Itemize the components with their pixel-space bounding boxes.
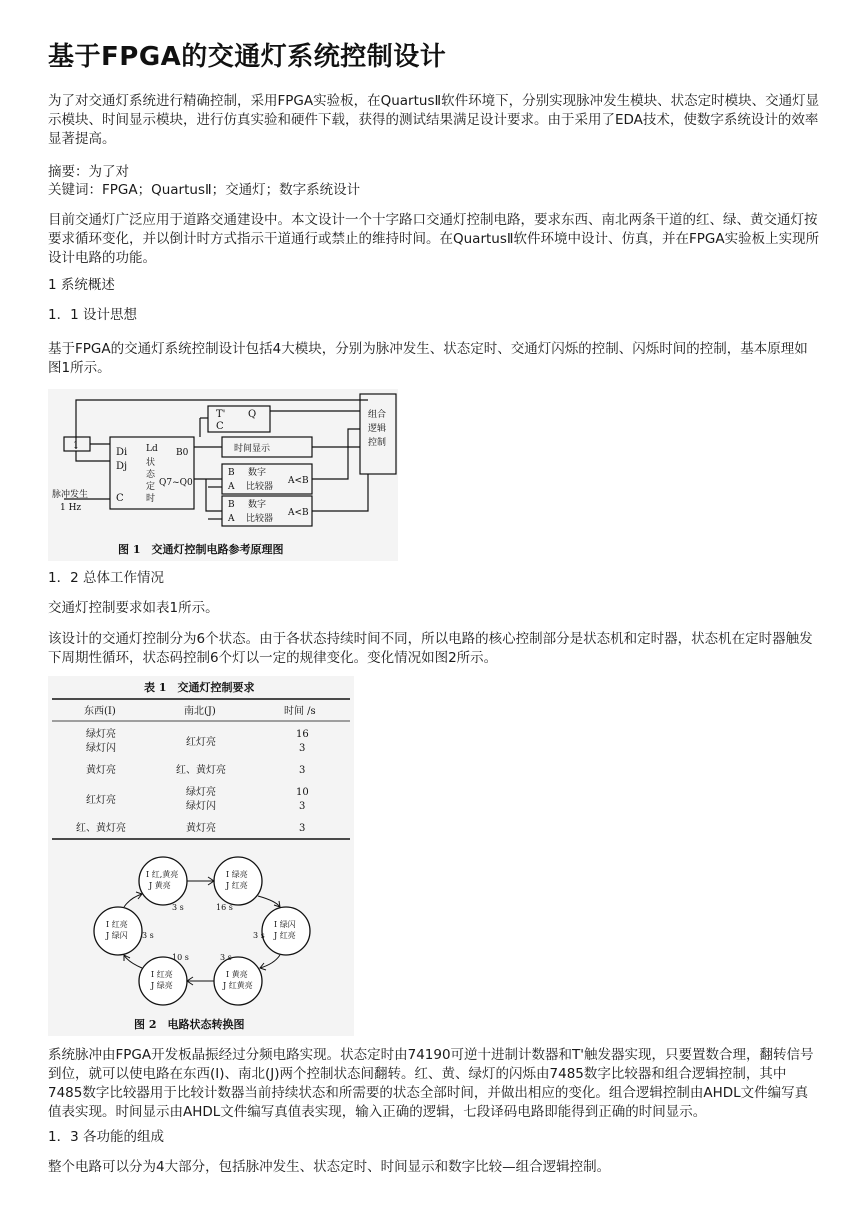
fig1-cmp2-b: B [228, 500, 235, 510]
fig1-pulse-freq: 1 Hz [60, 503, 82, 513]
section-heading-1: 1 系统概述 [48, 277, 115, 293]
fig1-b0: B0 [176, 448, 189, 458]
fig1-counter-name-4: 时 [146, 494, 156, 504]
fig1-pin-dj: Dj [116, 461, 128, 472]
table-figure-block [48, 676, 354, 1036]
keywords-line: 关键词：FPGA；QuartusⅡ；交通灯；数字系统设计 [48, 182, 361, 198]
figure-1-circuit [48, 389, 398, 561]
fig1-inverter: 1 [73, 441, 79, 451]
fig1-pin-di: Di [116, 447, 128, 458]
table1-header-ew: 东西(I) [84, 706, 116, 717]
fig1-combo-2: 逻辑 [368, 424, 387, 434]
table1-r3-t1: 10 [296, 787, 309, 798]
table1-r2-t: 3 [299, 765, 306, 776]
fig2-state4-i: I 黄亮 [226, 970, 248, 979]
pulse-paragraph: 系统脉冲由FPGA开发板晶振经过分频电路实现。状态定时由74190可逆十进制计数器和T'触发器实现，只要置数合理，翻转信号到位，就可以使电路在东西(I)、南北(J)两个控制状态间翻转。红、黄、绿灯的闪烁由7485数字比较器和组合逻辑控制，其中7485数字比较器用于比较计数器当前持续状态和所需要的状态全部时间，并做出相应的变化。组合逻辑控制由AHDL文件编写真值表实现。时间显示由AHDL文件编写真值表实现，输入正确的逻辑，七段译码电路即能得到正确的时间显示。 [48, 1047, 814, 1120]
fig2-state6-j: J 绿闪 [106, 931, 128, 940]
intro-paragraph: 目前交通灯广泛应用于道路交通建设中。本文设计一个十字路口交通灯控制电路，要求东西、南北两条干道的红、绿、黄交通灯按要求循环变化，并以倒计时方式指示干道通行或禁止的维持时间。在QuartusⅡ软件环境中设计、仿真，并在FPGA实验板上实现所设计电路的功能。 [48, 212, 820, 266]
fig2-state1-j: J 黄亮 [149, 881, 171, 890]
abstract-line: 摘要：为了对 [48, 164, 129, 180]
fig2-state5-j: J 绿亮 [151, 981, 173, 990]
fig2-state5-i: I 红亮 [151, 970, 173, 979]
table1-r4-ew: 红、黄灯亮 [76, 823, 126, 834]
design-paragraph: 基于FPGA的交通灯系统控制设计包括4大模块，分别为脉冲发生、状态定时、交通灯闪烁的控制、闪烁时间的控制，基本原理如图1所示。 [48, 341, 808, 376]
table1-r3-ns1: 绿灯亮 [186, 787, 216, 798]
table1-r4-t: 3 [299, 823, 306, 834]
fig2-caption: 图 2 电路状态转换图 [134, 1018, 245, 1031]
table1-r3-t2: 3 [299, 801, 306, 812]
fig2-time-2: 16 s [216, 903, 233, 912]
fig2-state6-i: I 红亮 [106, 920, 128, 929]
fig1-q-range: Q7~Q0 [159, 478, 193, 488]
fig1-tq-label2: Q [248, 409, 257, 420]
fig2-state3-j: J 红亮 [274, 931, 296, 940]
fig1-cmp2-name2: 比较器 [246, 514, 274, 524]
table1-header-time: 时间 /s [284, 706, 316, 717]
fig1-cmp1-out: A<B [288, 476, 309, 486]
section-heading-1-1: 1．1 设计思想 [48, 307, 137, 323]
fig1-ld: Ld [146, 444, 158, 454]
fig1-time-display: 时间显示 [234, 444, 271, 454]
fig1-cmp1-b: B [228, 468, 235, 478]
fig2-time-1: 3 s [172, 903, 184, 912]
fig2-state1-i: I 红,黄亮 [146, 870, 179, 879]
fig2-time-4: 3 s [220, 953, 232, 962]
fig1-cmp2-out: A<B [288, 508, 309, 518]
abstract-intro: 为了对交通灯系统进行精确控制，采用FPGA实验板，在QuartusⅡ软件环境下，分别实现脉冲发生模块、状态定时模块、交通灯显示模块、时间显示模块，进行仿真实验和硬件下载，获得的测试结果满足设计要求。由于采用了EDA技术，使数字系统设计的效率显著提高。 [48, 93, 820, 147]
fig1-counter-name-2: 态 [146, 470, 156, 480]
fig1-pulse-label: 脉冲发生 [52, 490, 89, 500]
table1-r1-ew1: 绿灯亮 [86, 729, 116, 740]
fig2-state3-i: I 绿闪 [274, 920, 296, 929]
section-heading-1-2: 1．2 总体工作情况 [48, 570, 164, 586]
parts-paragraph: 整个电路可以分为4大部分，包括脉冲发生、状态定时、时间显示和数字比较—组合逻辑控制。 [48, 1159, 611, 1175]
fig1-counter-name-1: 状 [146, 458, 156, 468]
table1-r3-ns2: 绿灯闪 [186, 801, 216, 812]
table1-r1-ns: 红灯亮 [186, 737, 216, 748]
table1-r3-ew: 红灯亮 [86, 795, 116, 806]
fig2-state4-j: J 红黄亮 [223, 981, 253, 990]
fig1-pin-c: C [116, 493, 124, 504]
fig2-state2-i: I 绿亮 [226, 870, 248, 879]
fig1-tq-label3: C [216, 421, 224, 432]
fig1-tq-label1: T' [216, 409, 226, 420]
table1-caption: 表 1 交通灯控制要求 [144, 681, 255, 694]
table1-r4-ns: 黄灯亮 [186, 823, 216, 834]
fig1-counter-name-3: 定 [146, 482, 156, 492]
fig1-cmp1-name2: 比较器 [246, 482, 274, 492]
table1-r2-ew: 黄灯亮 [86, 765, 116, 776]
table1-r1-t2: 3 [299, 743, 306, 754]
fig1-combo-1: 组合 [368, 410, 387, 420]
fig1-cmp1-name1: 数字 [248, 468, 267, 478]
fig2-time-6: 3 s [142, 931, 154, 940]
requirements-line: 交通灯控制要求如表1所示。 [48, 600, 219, 616]
fig2-state2-j: J 红亮 [226, 881, 248, 890]
fig2-time-3: 3 s [253, 931, 265, 940]
states-paragraph: 该设计的交通灯控制分为6个状态。由于各状态持续时间不同，所以电路的核心控制部分是状态机和定时器，状态机在定时器触发下周期性循环，状态码控制6个灯以一定的规律变化。变化情况如图2所示。 [48, 631, 813, 666]
table1-r1-t1: 16 [296, 729, 309, 740]
fig1-combo-3: 控制 [368, 438, 387, 448]
fig1-cmp2-name1: 数字 [248, 500, 267, 510]
fig1-cmp1-a: A [228, 482, 235, 492]
fig1-caption: 图 1 交通灯控制电路参考原理图 [118, 543, 284, 556]
page-title: 基于FPGA的交通灯系统控制设计 [48, 42, 447, 72]
table1-r1-ew2: 绿灯闪 [86, 743, 116, 754]
section-heading-1-3: 1．3 各功能的组成 [48, 1129, 164, 1145]
table1-r2-ns: 红、黄灯亮 [176, 765, 226, 776]
fig1-cmp2-a: A [228, 514, 235, 524]
fig2-time-5: 10 s [172, 953, 189, 962]
table1-header-ns: 南北(J) [184, 706, 216, 717]
